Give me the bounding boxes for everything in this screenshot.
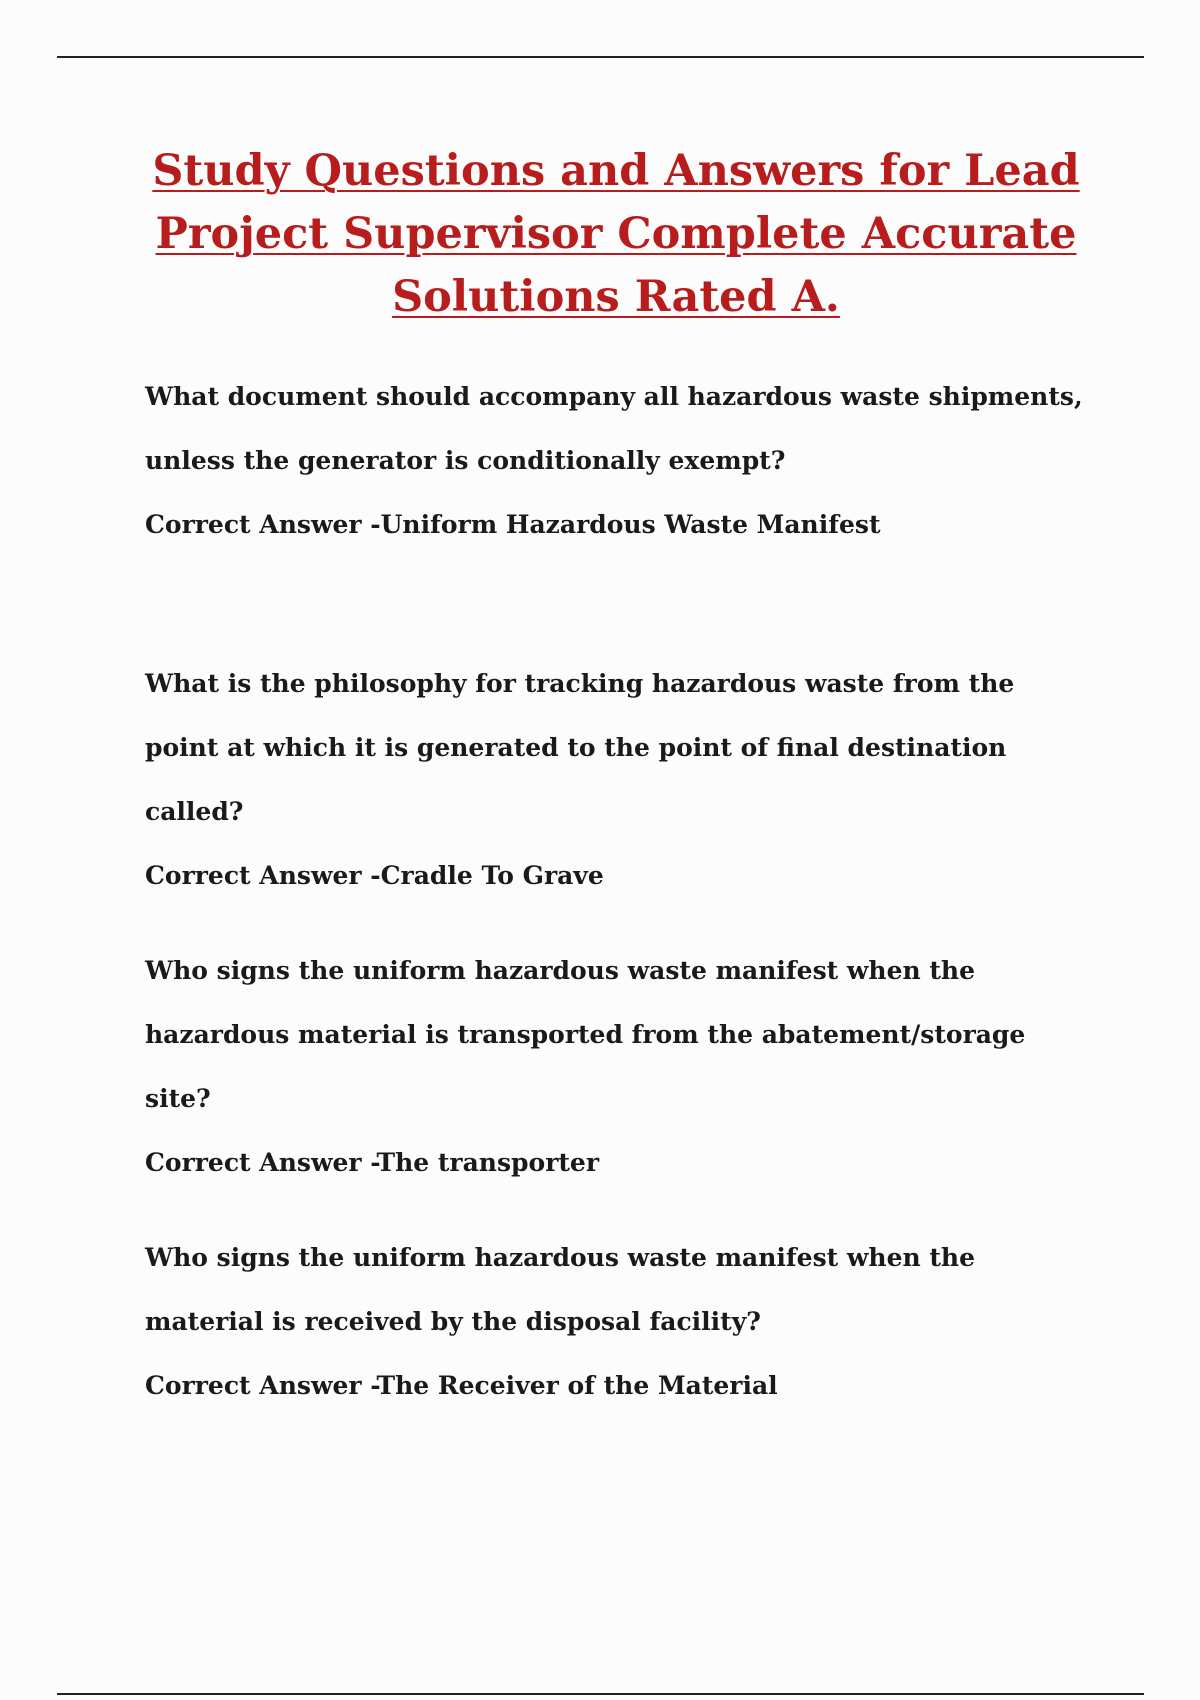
answer-text: Correct Answer -The Receiver of the Material bbox=[145, 1371, 778, 1400]
qa-item bbox=[145, 652, 1095, 908]
question-text: Who signs the uniform hazardous waste manifest when the material is received by the disposal facility? bbox=[145, 1243, 976, 1336]
qa-item bbox=[145, 1226, 1095, 1418]
footer-rule bbox=[57, 1693, 1144, 1695]
question-text: What document should accompany all hazardous waste shipments, unless the generator is conditionally exempt? bbox=[145, 382, 1083, 475]
qa-item bbox=[145, 365, 1095, 557]
header-rule bbox=[57, 56, 1144, 58]
answer-text: Correct Answer -The transporter bbox=[145, 1148, 599, 1177]
question-text: Who signs the uniform hazardous waste manifest when the hazardous material is transported from the abatement/storage site? bbox=[145, 956, 1026, 1113]
answer-text: Correct Answer -Cradle To Grave bbox=[145, 861, 604, 890]
question-text: What is the philosophy for tracking hazardous waste from the point at which it is generated to the point of final destination called? bbox=[145, 669, 1015, 826]
qa-item bbox=[145, 939, 1095, 1195]
answer-text: Correct Answer -Uniform Hazardous Waste Manifest bbox=[145, 510, 881, 539]
document-title: Study Questions and Answers for Lead Project Supervisor Complete Accurate Solutions Rated A. bbox=[152, 146, 1080, 322]
